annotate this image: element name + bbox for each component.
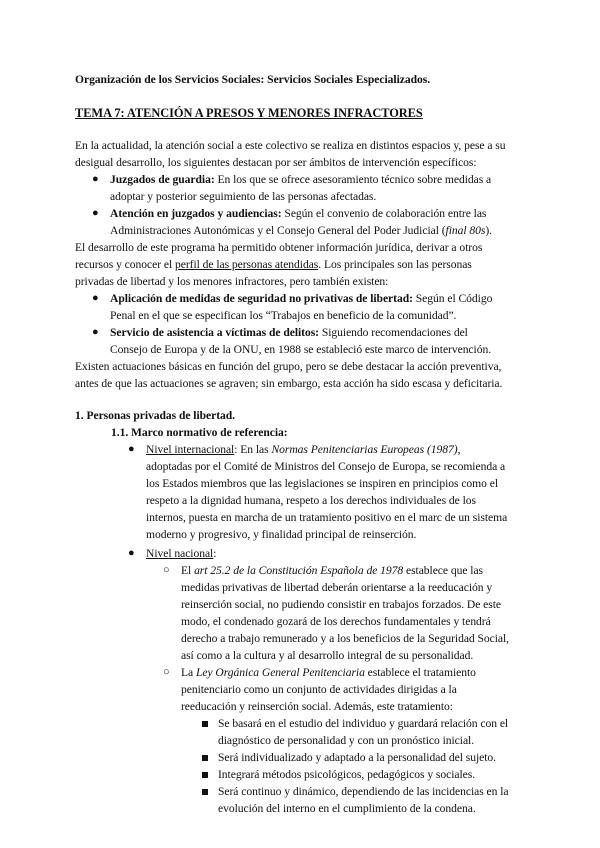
paragraph-line: los Estados miembros que las legislaciones se inspiren en principios como el	[146, 477, 498, 490]
underlined-text: Nivel nacional	[146, 547, 214, 560]
bullet-dot: ●	[92, 326, 99, 338]
ley-organica-paragraph	[181, 664, 476, 681]
bullet-continuation: Consejo de Europa y de la ONU, en 1988 se estableció este marco de intervención.	[110, 343, 492, 356]
bullet-label: Atención en juzgados y audiencias:	[110, 207, 282, 220]
bullet-label: Aplicación de medidas de seguridad no privativas de libertad:	[110, 292, 413, 305]
paragraph-line: derecho a trabajo remunerado y a los beneficios de la Seguridad Social,	[181, 632, 510, 645]
intro-line-2: desigual desarrollo, los siguientes destacan por ser ámbitos de intervención específicos:	[75, 156, 477, 169]
square-item-line: diagnóstico de personalidad y con un pronóstico inicial.	[218, 734, 475, 747]
tema-heading: TEMA 7: ATENCIÓN A PRESOS Y MENORES INFRACTORES	[75, 106, 423, 120]
bullet-juzgados-guardia	[110, 171, 491, 188]
paragraph-line: penitenciario como un conjunto de actividades dirigidas a la	[181, 683, 457, 696]
bullet-text: Según el Código	[412, 292, 493, 305]
bullet-text: En los que se ofrece asesoramiento técnico sobre medidas a	[214, 173, 492, 186]
bullet-label: Juzgados de guardia:	[110, 173, 215, 186]
bullet-dot: ●	[92, 207, 99, 219]
bullet-continuation	[110, 222, 492, 239]
underlined-text: Nivel internacional	[146, 443, 235, 456]
square-item-line: Será continuo y dinámico, dependiendo de las incidencias en la	[218, 785, 509, 798]
text-run: recursos y conocer el	[75, 258, 175, 271]
text-run: . Los principales son las personas	[318, 258, 472, 271]
paragraph-line: antes de que las actuaciones se agraven; sin embargo, esta acción ha sido escasa y deficitaria.	[75, 377, 503, 390]
bullet-text: Según el convenio de colaboración entre las	[281, 207, 487, 220]
art-25-paragraph	[181, 562, 483, 579]
paragraph-line: Existen actuaciones básicas en función del grupo, pero se debe destacar la acción preventiva,	[75, 360, 502, 373]
paragraph-line: reeducación y reinserción social. Además, este tratamiento:	[181, 700, 453, 713]
nivel-nacional	[146, 545, 216, 562]
paragraph-line: así como a la cultura y al desarrollo integral de su personalidad.	[181, 649, 474, 662]
paragraph-line: internos, puesta en marcha de un tratamiento positivo en el marc de un sistema	[146, 511, 508, 524]
square-bullet	[202, 721, 208, 727]
paragraph-line: moderno y progresivo, y finalidad principal de reinserción.	[146, 528, 417, 541]
italic-text: Normas Penitenciarias Europeas (1987)	[271, 443, 458, 456]
paragraph-line: medidas privativas de libertad deberán orientarse a la reeducación y	[181, 581, 493, 594]
document-title: Organización de los Servicios Sociales: Servicios Sociales Especializados.	[75, 73, 431, 86]
square-item-line: Se basará en el estudio del individuo y guardará relación con el	[218, 717, 509, 730]
bullet-continuation: Penal en el que se especifican los “Trabajos en beneficio de la comunidad”.	[110, 309, 457, 322]
text-run: :	[213, 547, 217, 560]
italic-text: final 80s	[445, 224, 486, 237]
paragraph-line: adoptadas por el Comité de Ministros del Consejo de Europa, se recomienda a	[146, 460, 506, 473]
square-item-line: Será individualizado y adaptado a la personalidad del sujeto.	[218, 751, 497, 764]
square-item-line: evolución del interno en el cumplimiento de la condena.	[218, 802, 476, 815]
circle-bullet: ○	[163, 666, 170, 678]
bullet-dot: ●	[128, 547, 135, 559]
italic-text: Ley Orgánica General Penitenciaria	[195, 666, 365, 679]
paragraph-line: privadas de libertad y los menores infractores, pero también existen:	[75, 275, 389, 288]
square-bullet	[202, 772, 208, 778]
paragraph-line	[75, 256, 472, 273]
text-run: La	[181, 666, 196, 679]
bullet-label: Servicio de asistencia a víctimas de delitos:	[110, 326, 319, 339]
bullet-dot: ●	[128, 443, 135, 455]
circle-bullet: ○	[163, 564, 170, 576]
bullet-medidas-seguridad	[110, 290, 492, 307]
italic-text: art 25.2 de la Constitución Española de 1978	[194, 564, 404, 577]
text-run: establece que las	[403, 564, 484, 577]
square-bullet	[202, 789, 208, 795]
bullet-text: Siguiendo recomendaciones del	[319, 326, 468, 339]
text-run: establece el tratamiento	[364, 666, 476, 679]
bullet-atencion-juzgados	[110, 205, 486, 222]
paragraph-line: reinserción social, no pudiendo consistir en trabajos forzados. De este	[181, 598, 502, 611]
intro-line-1: En la actualidad, la atención social a este colectivo se realiza en distintos espacios y, pese a su	[75, 139, 506, 152]
bullet-continuation: adoptar y posterior seguimiento de las personas afectadas.	[110, 190, 377, 203]
bullet-dot: ●	[92, 173, 99, 185]
text-run: : En las	[234, 443, 272, 456]
text-run: El	[181, 564, 195, 577]
text-run: Administraciones Autonómicas y el Consejo General del Poder Judicial (	[110, 224, 446, 237]
paragraph-line: respeto a la dignidad humana, respeto a los derechos individuales de los	[146, 494, 476, 507]
paragraph-line: El desarrollo de este programa ha permitido obtener información jurídica, derivar a otros	[75, 241, 483, 254]
bullet-asistencia-victimas	[110, 324, 468, 341]
text-run: ,	[457, 443, 461, 456]
square-bullet	[202, 755, 208, 761]
subsection-heading: 1.1. Marco normativo de referencia:	[111, 426, 288, 439]
paragraph-line: modo, el condenado gozará de los derechos fundamentales y tendrá	[181, 615, 491, 628]
square-item-line: Integrará métodos psicológicos, pedagógicos y sociales.	[218, 768, 476, 781]
bullet-dot: ●	[92, 292, 99, 304]
underlined-text: perfil de las personas atendidas	[174, 258, 319, 271]
nivel-internacional	[146, 441, 460, 458]
section-heading: 1. Personas privadas de libertad.	[75, 409, 236, 422]
text-run: ).	[485, 224, 493, 237]
